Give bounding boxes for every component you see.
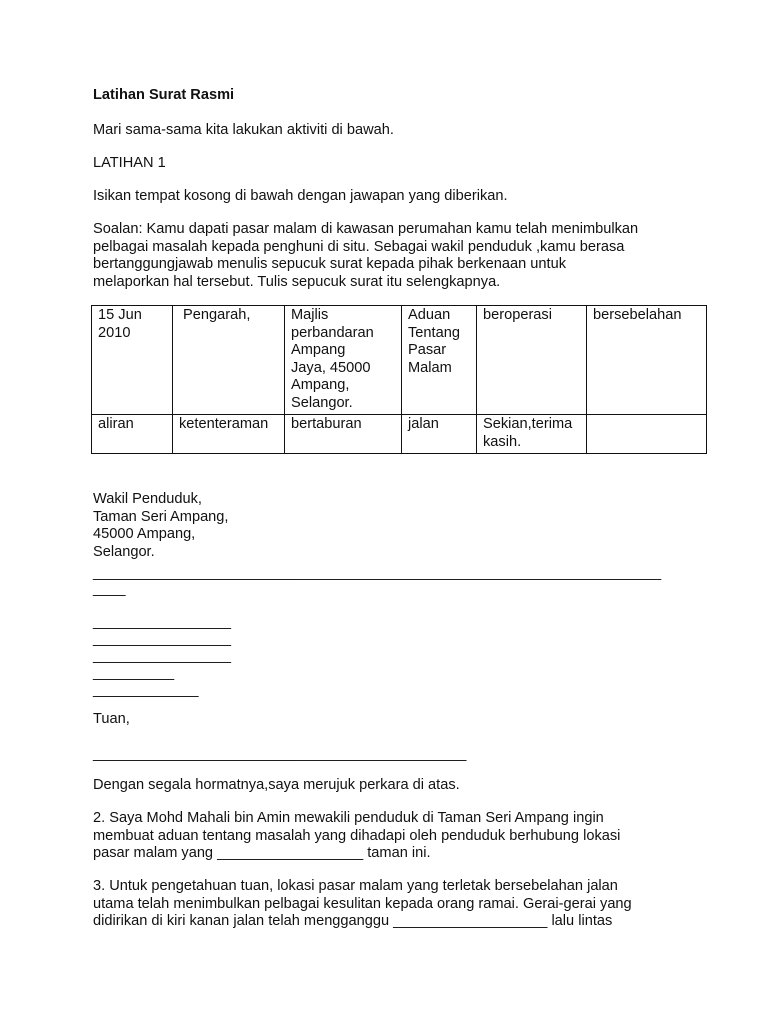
blank-line: __________ [93,665,175,681]
table-cell: ketenteraman [173,415,285,454]
sender-address: Wakil Penduduk, Taman Seri Ampang, 45000 Ampang, Selangor. [93,491,229,560]
table-cell: 15 Jun 2010 [92,306,173,415]
word-bank-table [91,305,707,454]
blank-line: _________________ [93,614,231,630]
blank-line: ______________________________________________________________________ [93,565,662,581]
question-text: Soalan: Kamu dapati pasar malam di kawasan perumahan kamu telah menimbulkan pelbagai masalah kepada penghuni di situ. Sebagai wakil penduduk ,kamu berasa bertanggungjawab menulis sepucuk surat kepada pihak berkenaan untuk melaporkan hal tersebut. Tulis sepucuk surat itu selengkapnya. [93,221,639,290]
paragraph-2: 2. Saya Mohd Mahali bin Amin mewakili penduduk di Taman Seri Ampang ingin membuat aduan tentang masalah yang dihadapi oleh penduduk berhubung lokasi pasar malam yang __________________ taman ini. [93,810,621,861]
opening-greeting: Dengan segala hormatnya,saya merujuk perkara di atas. [93,777,460,793]
table-cell: beroperasi [477,306,587,415]
table-cell: Sekian,terima kasih. [477,415,587,454]
subject-blank-line: ______________________________________________ [93,746,467,762]
table-cell [587,415,707,454]
paragraph-3: 3. Untuk pengetahuan tuan, lokasi pasar malam yang terletak bersebelahan jalan utama telah menimbulkan pelbagai kesulitan kepada orang ramai. Gerai-gerai yang didirikan di kiri kanan jalan telah mengganggu ___________________ lalu lintas [93,878,632,929]
blank-line: ____ [93,581,126,597]
table-cell: bersebelahan [587,306,707,415]
intro-text: Mari sama-sama kita lakukan aktiviti di bawah. [93,122,394,138]
instruction-text: Isikan tempat kosong di bawah dengan jawapan yang diberikan. [93,188,508,204]
table-cell: jalan [402,415,477,454]
table-cell: aliran [92,415,173,454]
blank-line: _________________ [93,648,231,664]
exercise-label: LATIHAN 1 [93,155,166,171]
table-row [92,306,707,415]
blank-line: _____________ [93,682,199,698]
salutation: Tuan, [93,711,130,727]
blank-line: _________________ [93,631,231,647]
table-cell: Majlis perbandaran Ampang Jaya, 45000 Ampang, Selangor. [285,306,402,415]
table-cell: Aduan Tentang Pasar Malam [402,306,477,415]
document-title: Latihan Surat Rasmi [93,87,235,103]
table-cell: Pengarah, [173,306,285,415]
table-row [92,415,707,454]
table-cell: bertaburan [285,415,402,454]
